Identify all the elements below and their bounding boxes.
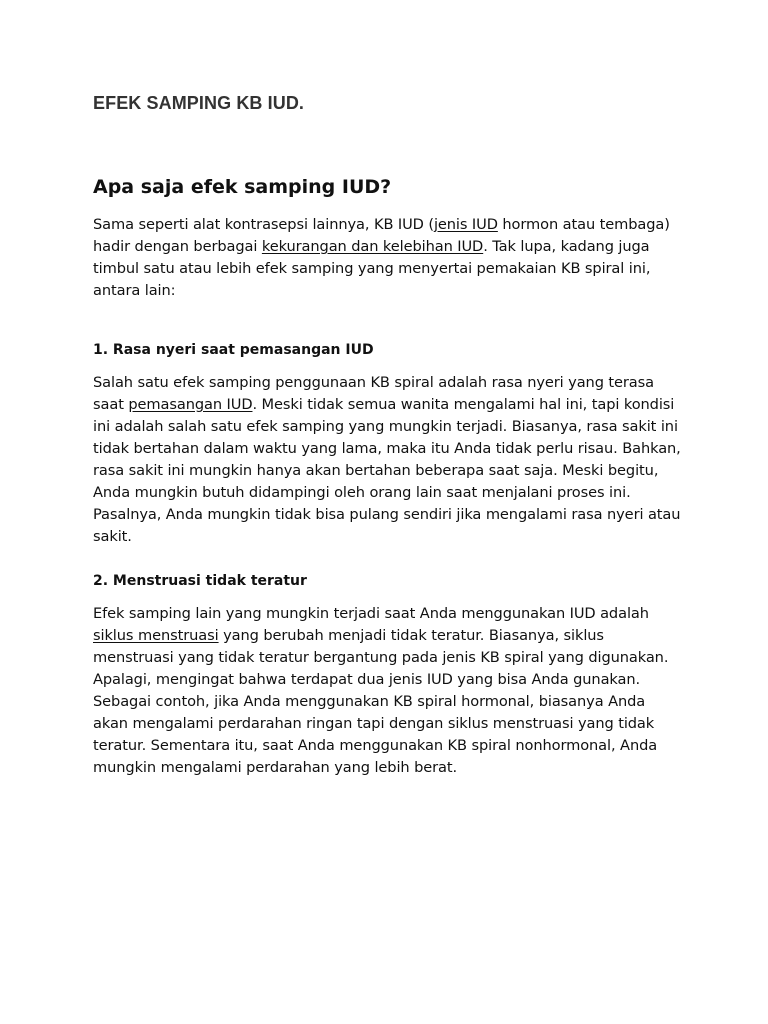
intro-paragraph bbox=[93, 214, 683, 302]
section-1-heading: 1. Rasa nyeri saat pemasangan IUD bbox=[93, 342, 374, 358]
link-siklus-menstruasi[interactable]: siklus menstruasi bbox=[93, 627, 219, 644]
spacer bbox=[93, 361, 683, 372]
document-body bbox=[93, 172, 683, 779]
section-1-text-1: Salah satu efek samping penggunaan KB spiral adalah rasa nyeri yang terasa saat bbox=[93, 374, 654, 413]
section-2-heading: 2. Menstruasi tidak teratur bbox=[93, 573, 307, 589]
document-title: EFEK SAMPING KB IUD. bbox=[93, 93, 305, 113]
section-1-text-2: . Meski tidak semua wanita mengalami hal ini, tapi kondisi ini adalah salah satu efek samping yang mungkin terjadi. Biasanya, rasa sakit ini tidak bertahan dalam waktu yang lama, maka itu Anda tidak perlu risau. Bahkan, rasa sakit ini mungkin hanya akan bertahan beberapa saat saja. Meski begitu, Anda mungkin butuh didampingi oleh orang lain saat menjalani proses ini. Pasalnya, Anda mungkin tidak bisa pulang sendiri jika mengalami rasa nyeri atau sakit. bbox=[93, 396, 681, 545]
intro-text-2: hormon atau tembaga) hadir dengan berbagai bbox=[93, 216, 670, 255]
spacer bbox=[93, 302, 683, 339]
intro-text-1: Sama seperti alat kontrasepsi lainnya, KB IUD ( bbox=[93, 216, 434, 233]
section-1-paragraph bbox=[93, 372, 683, 548]
link-pemasangan-iud[interactable]: pemasangan IUD bbox=[128, 396, 253, 413]
intro-text-3: . Tak lupa, kadang juga timbul satu atau lebih efek samping yang menyertai pemakaian KB spiral ini, antara lain: bbox=[93, 238, 651, 299]
section-2-paragraph-1 bbox=[93, 603, 683, 691]
section-2-paragraph-2: Sebagai contoh, jika Anda menggunakan KB spiral hormonal, biasanya Anda akan mengalami perdarahan ringan tapi dengan siklus menstruasi yang tidak teratur. Sementara itu, saat Anda menggunakan KB spiral nonhormonal, Anda mungkin mengalami perdarahan yang lebih berat. bbox=[93, 693, 658, 776]
link-jenis-iud[interactable]: jenis IUD bbox=[433, 216, 498, 233]
link-kekurangan-kelebihan-iud[interactable]: kekurangan dan kelebihan IUD bbox=[261, 238, 484, 255]
section-2-text-1: Efek samping lain yang mungkin terjadi saat Anda menggunakan IUD adalah bbox=[93, 605, 649, 622]
spacer bbox=[93, 592, 683, 603]
main-heading: Apa saja efek samping IUD? bbox=[93, 176, 392, 198]
spacer bbox=[93, 548, 683, 570]
section-2-text-2: yang berubah menjadi tidak teratur. Biasanya, siklus menstruasi yang tidak teratur bergantung pada jenis KB spiral yang digunakan. Apalagi, mengingat bahwa terdapat dua jenis IUD yang bisa Anda gunakan. bbox=[93, 627, 669, 688]
